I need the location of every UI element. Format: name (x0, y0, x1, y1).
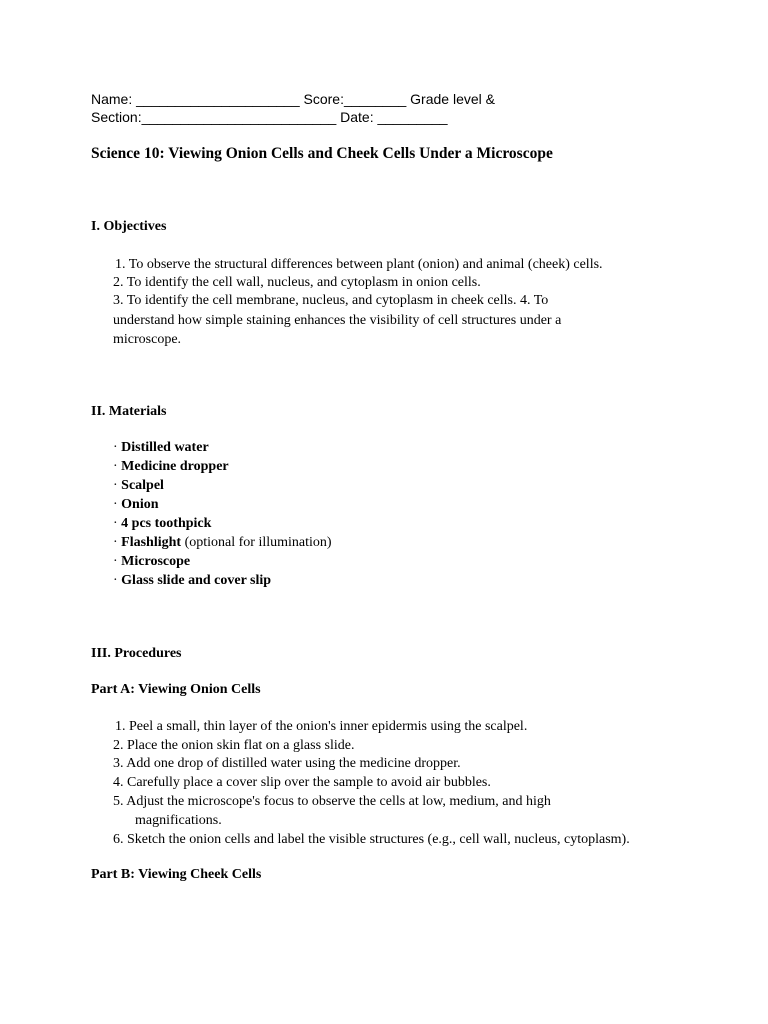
material-item (113, 439, 209, 457)
material-item (113, 477, 164, 495)
bullet: · (113, 554, 122, 569)
material-name: Scalpel (121, 478, 164, 493)
procedure-step: 5. Adjust the microscope's focus to observe the cells at low, medium, and high (113, 794, 551, 809)
material-name: Glass slide and cover slip (121, 573, 272, 588)
bullet: · (113, 440, 122, 455)
material-name: Flashlight (121, 535, 182, 550)
material-item (113, 458, 229, 476)
worksheet-title: Science 10: Viewing Onion Cells and Cheek Cells Under a Microscope (91, 145, 553, 162)
material-note: (optional for illumination) (181, 535, 332, 550)
objective-line: microscope. (113, 332, 182, 347)
part-b-heading: Part B: Viewing Cheek Cells (91, 867, 262, 882)
bullet: · (113, 497, 122, 512)
material-name: Microscope (121, 554, 191, 569)
material-item (113, 572, 271, 590)
material-item (113, 496, 159, 514)
material-name: Onion (121, 497, 159, 512)
material-item (113, 515, 211, 533)
bullet: · (113, 573, 122, 588)
bullet: · (113, 478, 122, 493)
material-name: Medicine dropper (121, 459, 229, 474)
objectives-heading: I. Objectives (91, 219, 167, 234)
procedure-step: 6. Sketch the onion cells and label the visible structures (e.g., cell wall, nucleus, cytoplasm). (113, 832, 630, 847)
material-name: Distilled water (121, 440, 209, 455)
procedure-step: 2. Place the onion skin flat on a glass slide. (113, 738, 355, 753)
objective-line: 1. To observe the structural differences between plant (onion) and animal (cheek) cells. (115, 257, 603, 272)
procedure-step: 4. Carefully place a cover slip over the sample to avoid air bubbles. (113, 775, 491, 790)
header-name-score-line: Name: _____________________ Score:________ Grade level & (91, 91, 495, 107)
objective-line: 2. To identify the cell wall, nucleus, and cytoplasm in onion cells. (113, 275, 481, 290)
procedure-step: 1. Peel a small, thin layer of the onion's inner epidermis using the scalpel. (115, 719, 528, 734)
part-a-heading: Part A: Viewing Onion Cells (91, 682, 261, 697)
header-section-date-line: Section:_________________________ Date: _________ (91, 109, 448, 125)
objective-line: 3. To identify the cell membrane, nucleus, and cytoplasm in cheek cells. 4. To (113, 293, 549, 308)
material-name: 4 pcs toothpick (121, 516, 212, 531)
bullet: · (113, 535, 122, 550)
bullet: · (113, 459, 122, 474)
materials-heading: II. Materials (91, 404, 167, 419)
procedure-step: 3. Add one drop of distilled water using the medicine dropper. (113, 756, 461, 771)
objective-line: understand how simple staining enhances the visibility of cell structures under a (113, 313, 562, 328)
procedure-step-continuation: magnifications. (135, 813, 222, 828)
material-item (113, 534, 332, 552)
bullet: · (113, 516, 122, 531)
material-item (113, 553, 190, 571)
procedures-heading: III. Procedures (91, 646, 182, 661)
